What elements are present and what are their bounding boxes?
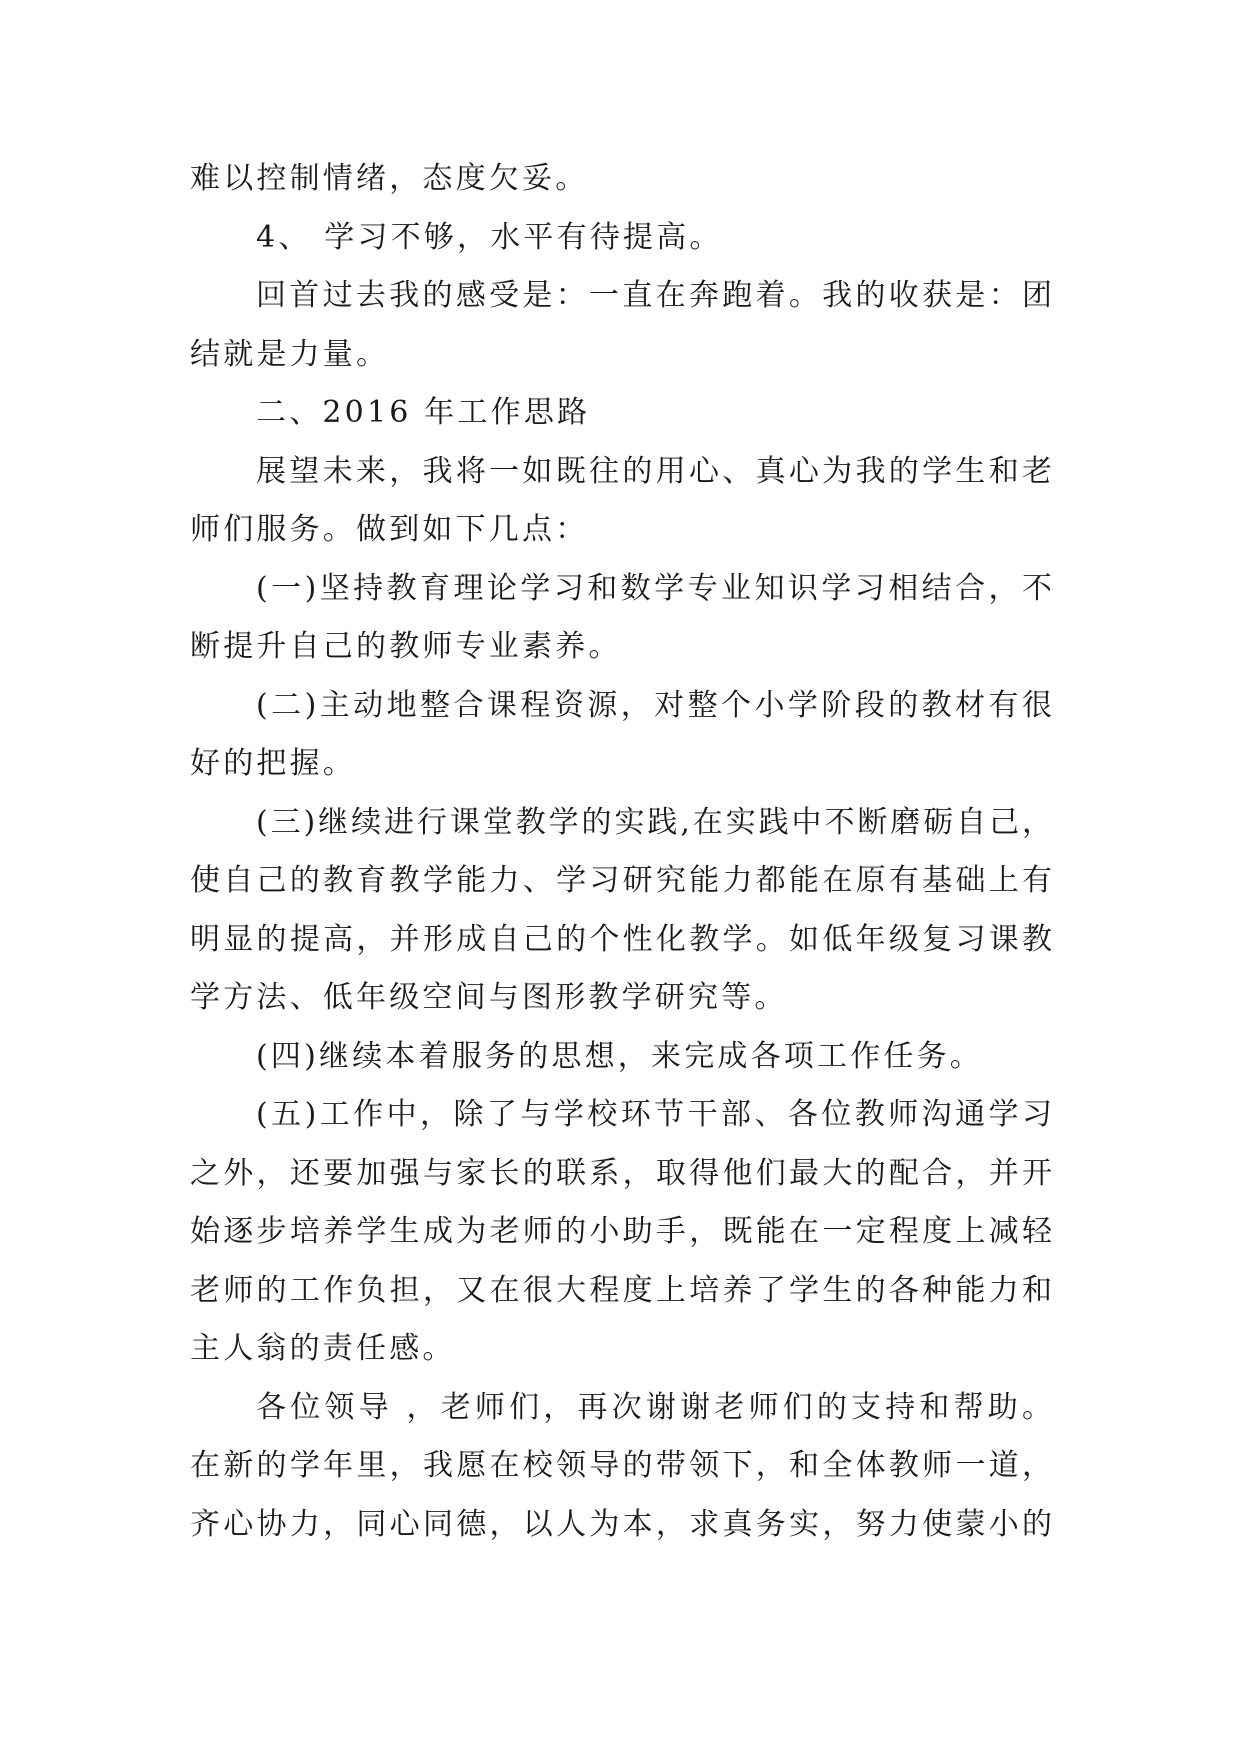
text-line: 师们服务。做到如下几点： bbox=[190, 512, 589, 547]
text-line: 齐心协力，同心同德，以人为本，求真务实，努力使蒙小的 bbox=[190, 1506, 1052, 1542]
text-line: 在新的学年里，我愿在校领导的带领下，和全体教师一道， bbox=[190, 1448, 1052, 1483]
text-line: 始逐步培养学生成为老师的小助手，既能在一定程度上减轻 bbox=[190, 1214, 1052, 1249]
text-line: 断提升自己的教师专业素养。 bbox=[190, 629, 622, 664]
text-line: 各位领导 ，老师们，再次谢谢老师们的支持和帮助。 bbox=[256, 1389, 1052, 1425]
text-line: 之外，还要加强与家长的联系，取得他们最大的配合，并开 bbox=[190, 1155, 1052, 1191]
list-item-line: (三)继续进行课堂教学的实践,在实践中不断磨砺自己， bbox=[256, 804, 1052, 840]
text-line: 结就是力量。 bbox=[190, 336, 390, 372]
list-item-line: (一)坚持教育理论学习和数学专业知识学习相结合，不 bbox=[256, 570, 1052, 606]
text-line: 好的把握。 bbox=[190, 746, 356, 781]
text-line: 明显的提高，并形成自己的个性化教学。如低年级复习课教 bbox=[190, 921, 1052, 957]
section-heading: 二、2016 年工作思路 bbox=[256, 395, 591, 430]
text-line: 展望未来，我将一如既往的用心、真心为我的学生和老 bbox=[256, 453, 1052, 489]
text-line: 回首过去我的感受是：一直在奔跑着。我的收获是：团 bbox=[256, 278, 1052, 313]
text-line: 4、 学习不够，水平有待提高。 bbox=[256, 219, 723, 255]
list-item-line: (四)继续本着服务的思想，来完成各项工作任务。 bbox=[256, 1038, 984, 1074]
list-item-line: (五)工作中，除了与学校环节干部、各位教师沟通学习 bbox=[256, 1097, 1052, 1132]
document-body bbox=[190, 150, 1052, 1554]
list-item-line: (二)主动地整合课程资源，对整个小学阶段的教材有很 bbox=[256, 687, 1052, 723]
text-line: 主人翁的责任感。 bbox=[190, 1331, 456, 1366]
text-line: 使自己的教育教学能力、学习研究能力都能在原有基础上有 bbox=[190, 863, 1052, 898]
text-line: 难以控制情绪，态度欠妥。 bbox=[190, 161, 589, 196]
text-line: 学方法、低年级空间与图形教学研究等。 bbox=[190, 980, 788, 1015]
text-line: 老师的工作负担，又在很大程度上培养了学生的各种能力和 bbox=[190, 1272, 1052, 1308]
